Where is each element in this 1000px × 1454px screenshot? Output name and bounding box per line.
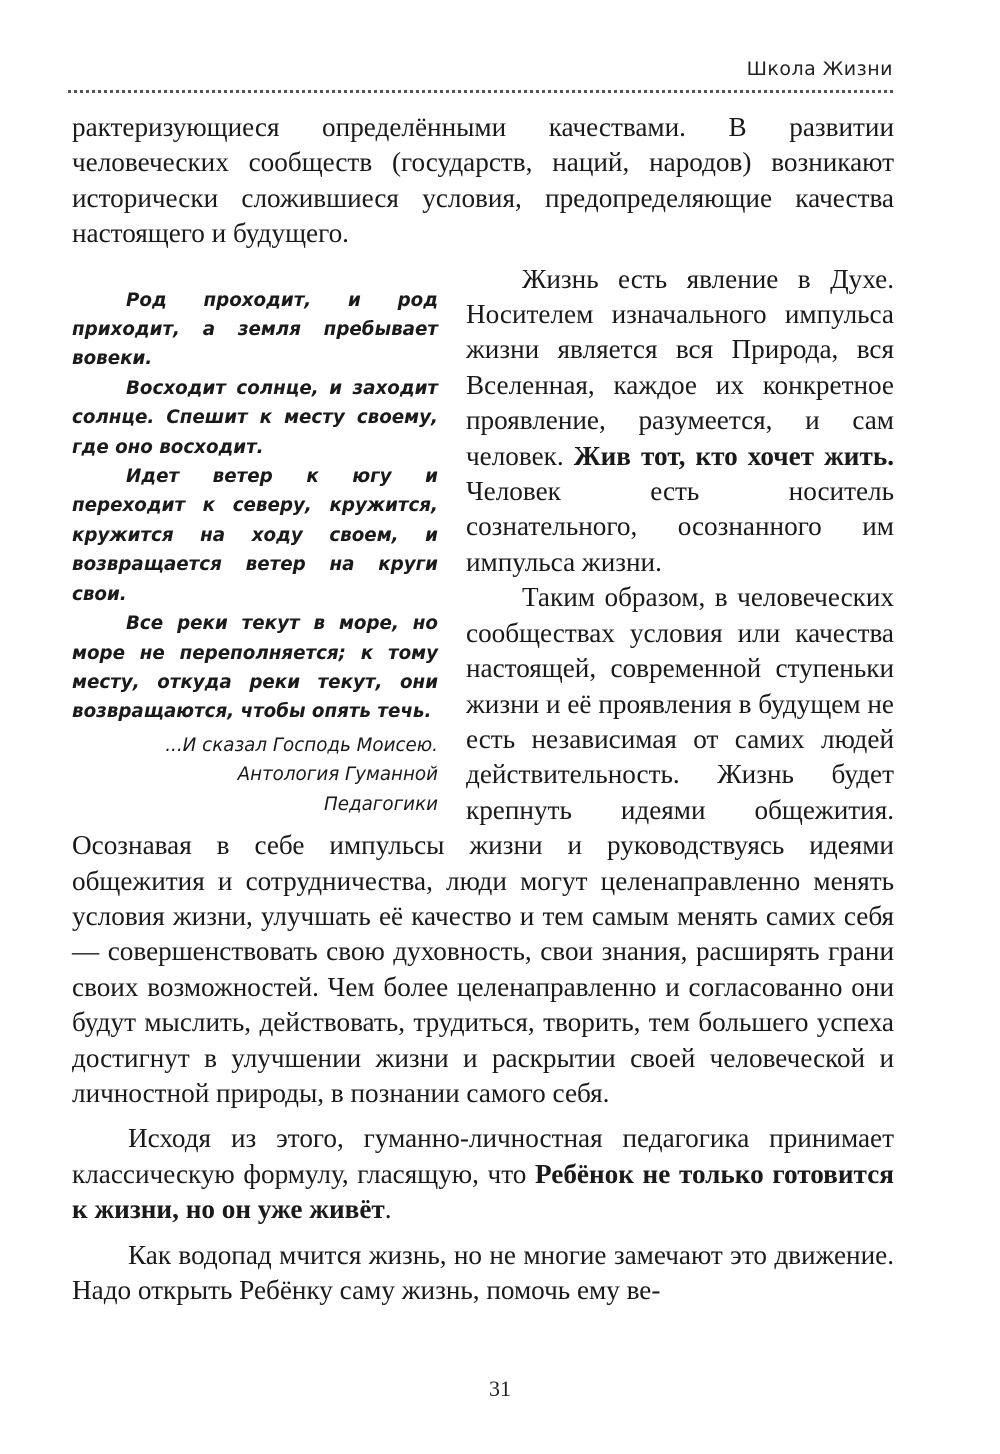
epigraph-attribution [72,731,438,819]
bold-phrase: Жив тот, кто хочет жить. [573,440,894,471]
paragraph-text: . [384,1194,392,1225]
epigraph-verse: Идет ветер к югу и переходит к северу, кружится, кружится на ходу своем, и возвращается ветер на круги свои. [72,466,438,605]
attribution-line: Педагогики [323,793,438,815]
attribution-line: Антология Гуманной [237,764,438,786]
paragraph-waterfall: Как водопад мчится жизнь, но не многие замечают это движение. Надо открыть Ребёнку саму жизнь, помочь ему ве- [72,1239,894,1305]
epigraph-verse: Род проходит, и род приходит, а земля пребывает вовеки. [72,289,438,370]
bold-phrase: Ребёнок не только готовится к жизни, но он уже живёт [72,1158,894,1225]
intro-paragraph: рактеризующиеся определёнными качествами. В развитии человеческих сообществ (государств, наций, народов) возникают исторически сложившиеся условия, предопределяющие качества настоящего и будущего. [72,112,894,249]
paragraph-human-communities: Таким образом, в человеческих сообществах условия или качества настоящей, современной ступеньки жизни и её проявления в будущем не есть независимая от самих людей действительность. Жизнь будет крепнуть идеями общежития. Осознавая в себе импульсы жизни и руководствуясь идеями общежития и сотрудничества, люди могут целенаправленно менять условия жизни, улучшать её качество и тем самым менять самих себя — совершенствовать свою духовность, свои знания, расширять грани своих возможностей. Чем более целенаправленно и согласованно они будут мыслить, действовать, трудиться, творить, тем большего успеха достигнут в улучшении жизни и раскрытии своей человеческой и личностной природы, в познании самого себя. [72,582,894,1108]
paragraph-text: Исходя из этого, гуманно-личностная педагогика принимает классическую формулу, гласящую, что [72,1123,894,1189]
running-header: Школа Жизни [746,58,893,80]
page-number: 31 [489,1376,511,1401]
body-text [72,110,894,1308]
paragraph-classic-formula [72,1121,894,1227]
attribution-line: ...И сказал Господь Моисею. [165,734,438,756]
epigraph [72,286,438,819]
epigraph-verse: Восходит солнце, и заходит солнце. Спешит к месту своему, где оно восходит. [72,377,438,458]
epigraph-verse: Все реки текут в море, но море не переполняется; к тому месту, откуда реки текут, они возвращаются, чтобы опять течь. [72,613,438,723]
header-dotted-rule [68,90,893,93]
paragraph-text: Жизнь есть явление в Духе. Носителем изначального импульса жизни является вся Природа, вся Вселенная, каждое их конкретное проявление, разумеется, и сам человек. [466,263,894,471]
paragraph-text: Человек есть носитель сознательного, осознанного им импульса жизни. [466,476,894,577]
